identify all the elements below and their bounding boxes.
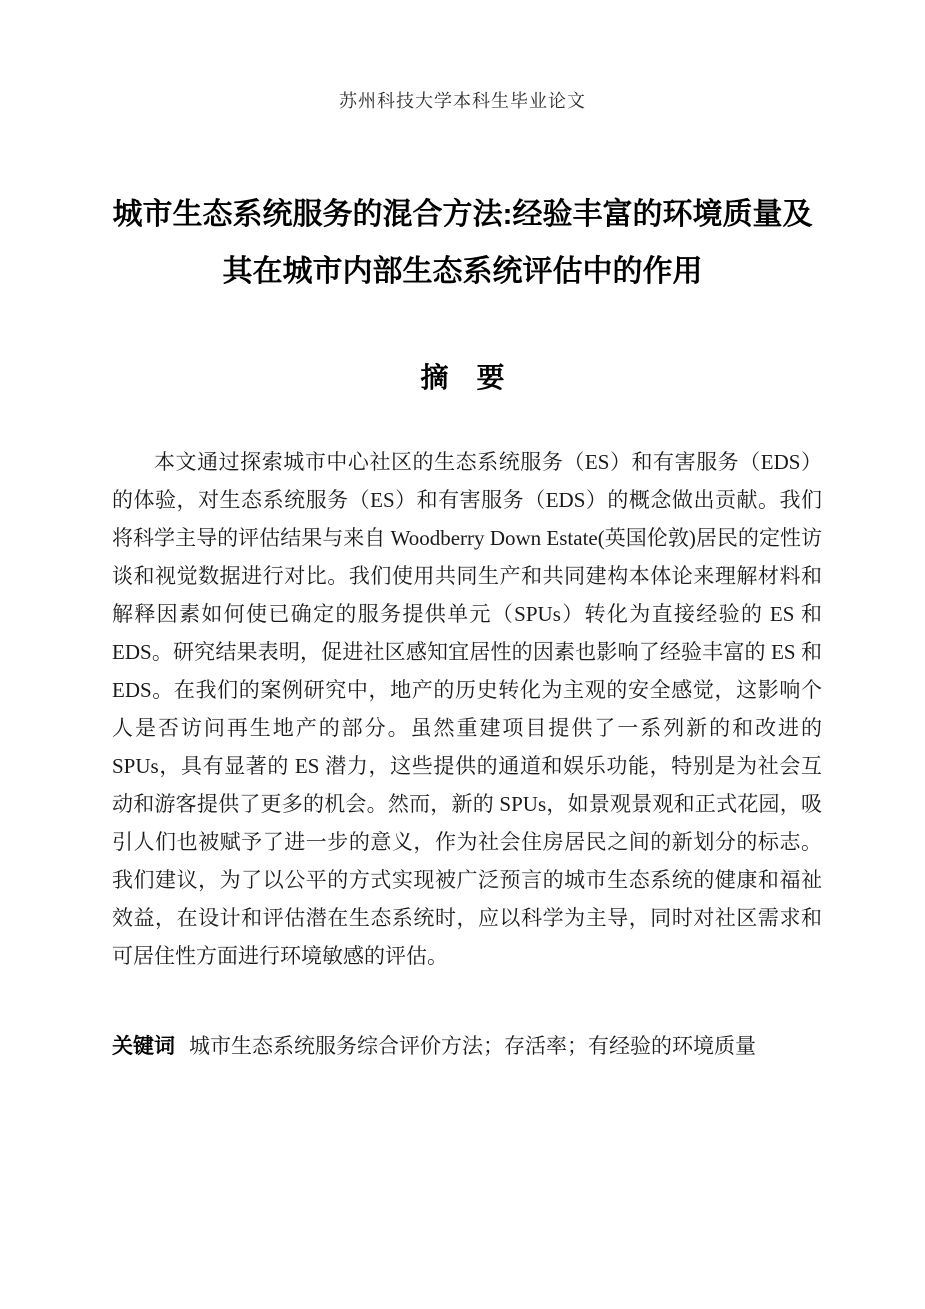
thesis-title (60, 186, 865, 300)
thesis-title-line-1: 城市生态系统服务的混合方法:经验丰富的环境质量及 (112, 198, 813, 231)
thesis-title-line-2: 其在城市内部生态系统评估中的作用 (222, 255, 703, 288)
abstract-body: 本文通过探索城市中心社区的生态系统服务（ES）和有害服务（EDS）的体验，对生态系统服务（ES）和有害服务（EDS）的概念做出贡献。我们将科学主导的评估结果与来自 Woodberry Down Estate(英国伦敦)居民的定性访谈和视觉数据进行对比。我们使用共同生产和共同建构本体论来理解材料和解释因素如何使已确定的服务提供单元（SPUs）转化为直接经验的 ES 和 EDS。研究结果表明，促进社区感知宜居性的因素也影响了经验丰富的 ES 和 EDS。在我们的案例研究中，地产的历史转化为主观的安全感觉，这影响个人是否访问再生地产的部分。虽然重建项目提供了一系列新的和改进的 SPUs，具有显著的 ES 潜力，这些提供的通道和娱乐功能，特别是为社会互动和游客提供了更多的机会。然而，新的 SPUs，如景观景观和正式花园，吸引人们也被赋予了进一步的意义，作为社会住房居民之间的新划分的标志。我们建议，为了以公平的方式实现被广泛预言的城市生态系统的健康和福祉效益，在设计和评估潜在生态系统时，应以科学为主导，同时对社区需求和可居住性方面进行环境敏感的评估。 (112, 450, 822, 968)
document-header: 苏州科技大学本科生毕业论文 (339, 91, 586, 111)
keywords-row (112, 1031, 822, 1062)
keywords-text: 城市生态系统服务综合评价方法；存活率；有经验的环境质量 (189, 1034, 756, 1058)
abstract-heading: 摘 要 (420, 362, 505, 393)
keywords-label: 关键词 (112, 1035, 175, 1058)
